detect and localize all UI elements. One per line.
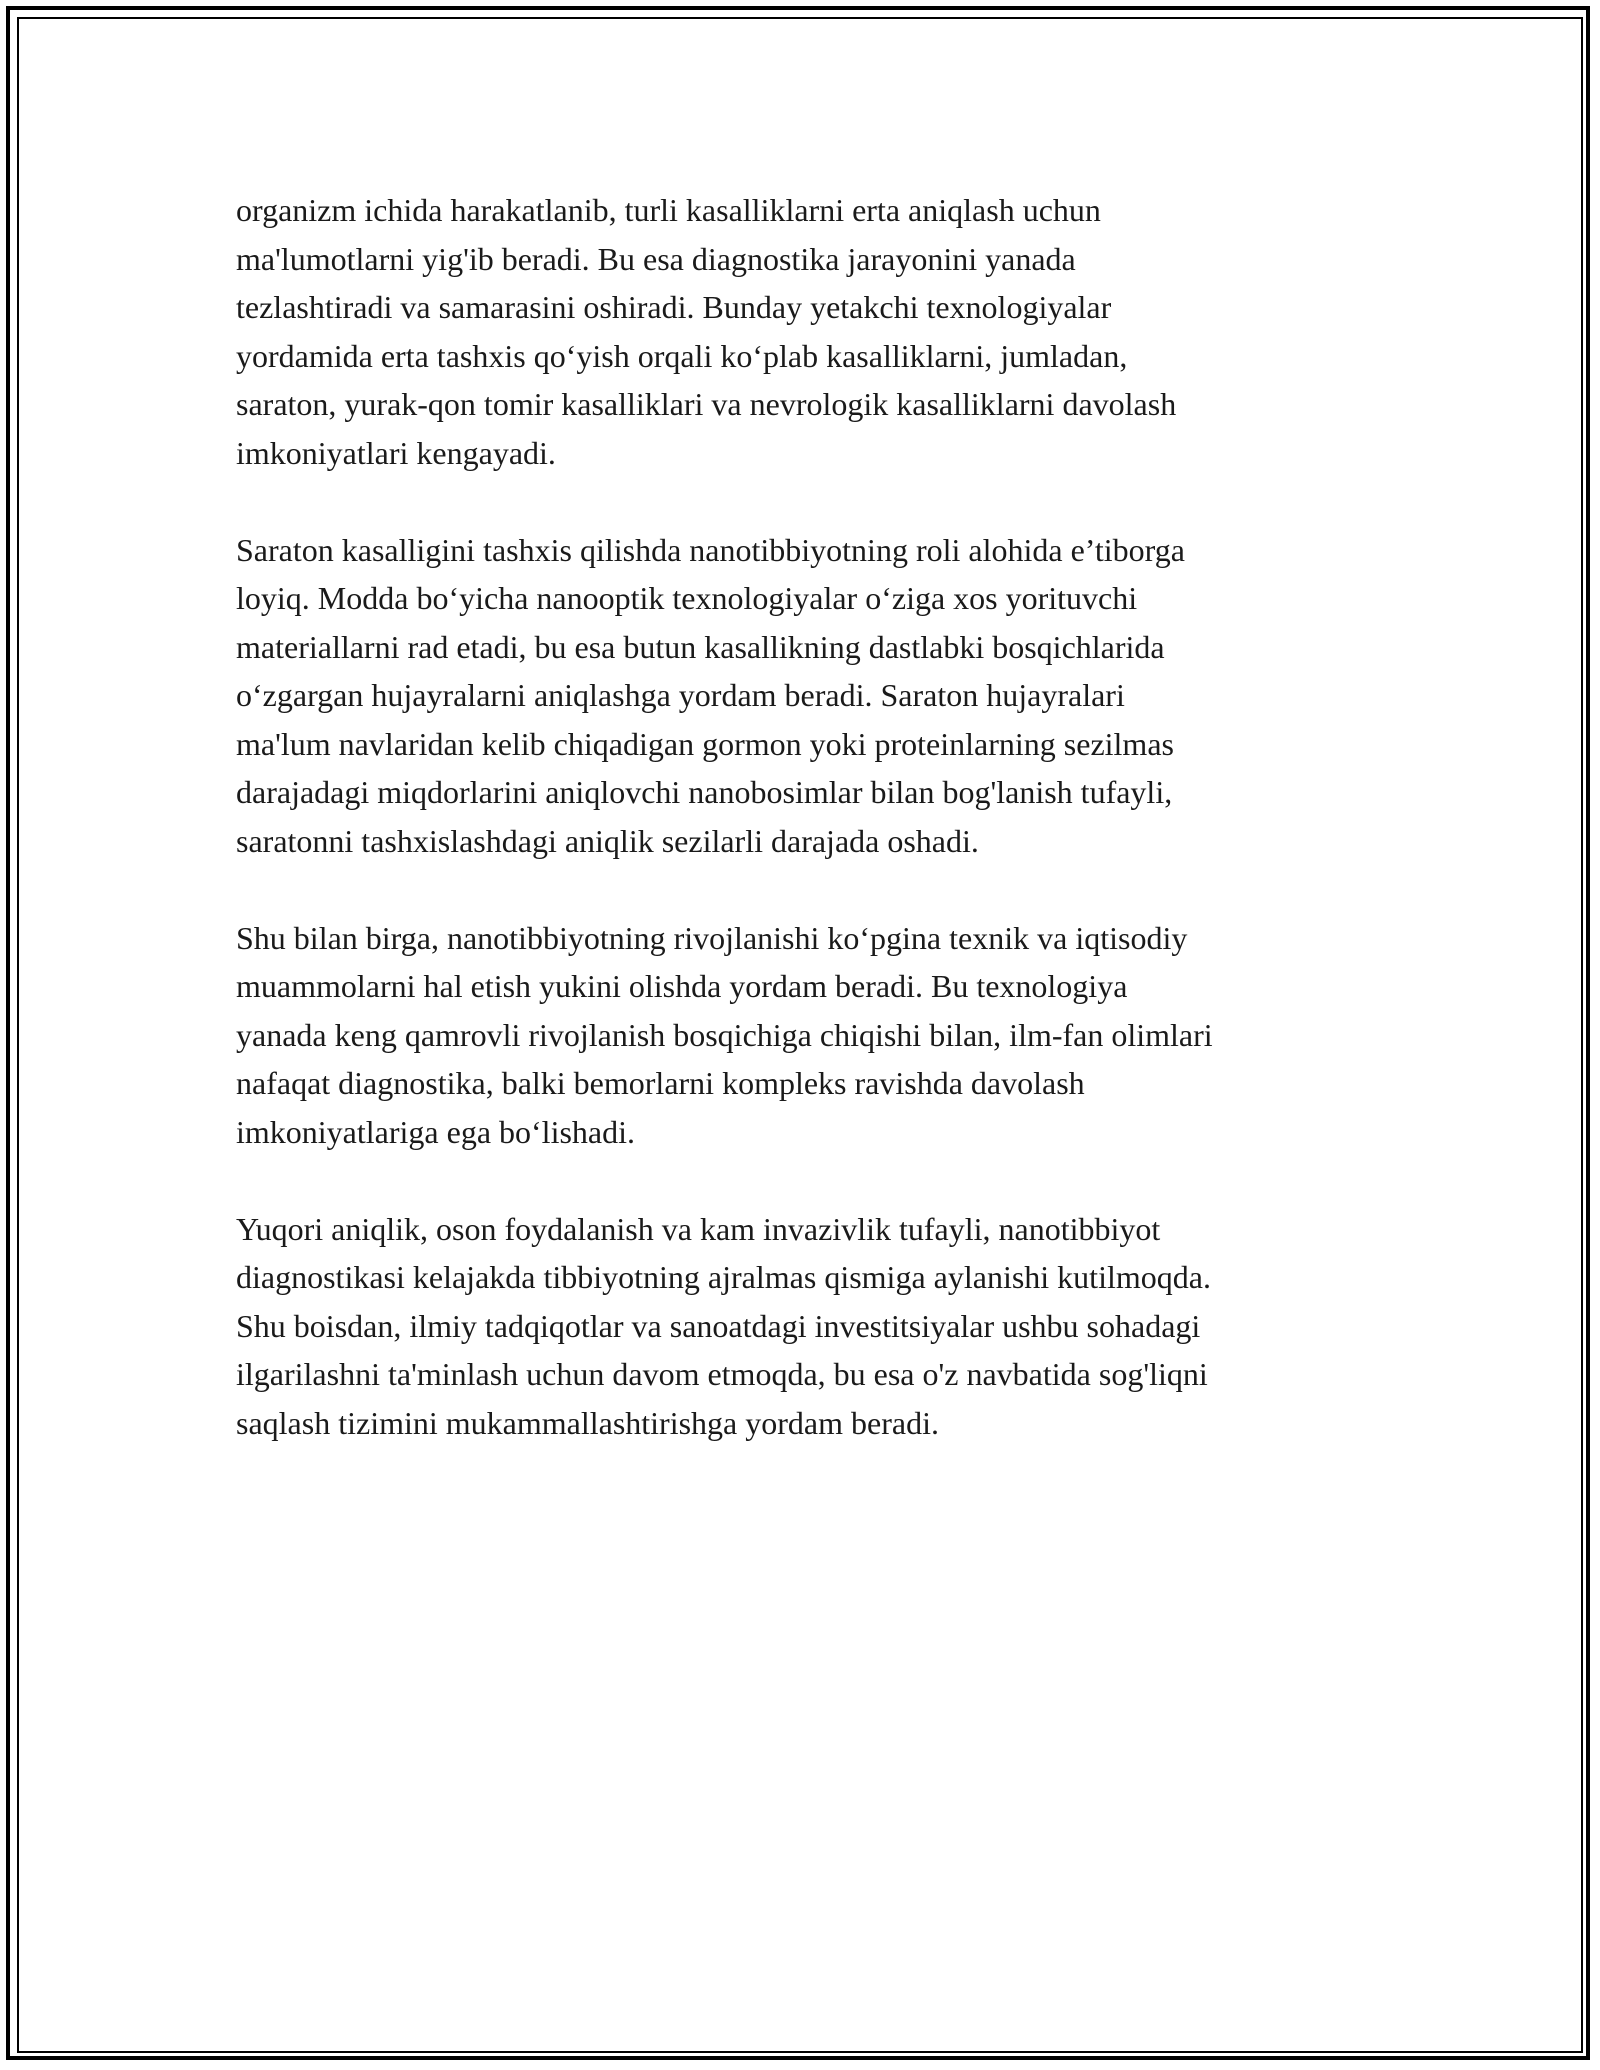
text-line: Yuqori aniqlik, oson foydalanish va kam invazivlik tufayli, nanotibbiyot — [236, 1210, 1161, 1247]
text-line: Saraton kasalligini tashxis qilishda nanotibbiyotning roli alohida e’tiborga — [236, 531, 1185, 568]
text-line: Shu boisdan, ilmiy tadqiqotlar va sanoatdagi investitsiyalar ushbu sohadagi — [236, 1307, 1201, 1344]
text-line: muammolarni hal etish yukini olishda yordam beradi. Bu texnologiya — [236, 968, 1128, 1004]
text-line: darajadagi miqdorlarini aniqlovchi nanobosimlar bilan bog'lanish tufayli, — [236, 774, 1173, 810]
text-line: yanada keng qamrovli rivojlanish bosqichiga chiqishi bilan, ilm-fan olimlari — [236, 1016, 1213, 1053]
text-line: o‘zgargan hujayralarni aniqlashga yordam beradi. Saraton hujayralari — [236, 677, 1125, 713]
text-line: yordamida erta tashxis qo‘yish orqali ko‘plab kasalliklarni, jumladan, — [236, 337, 1128, 374]
text-line: imkoniyatlari kengayadi. — [236, 434, 556, 471]
paragraph-2 — [236, 526, 1386, 866]
paragraph-1 — [236, 186, 1386, 477]
paragraph-4 — [236, 1205, 1386, 1448]
text-line: materiallarni rad etadi, bu esa butun kasallikning dastlabki bosqichlarida — [236, 628, 1165, 665]
text-line: tezlashtiradi va samarasini oshiradi. Bunday yetakchi texnologiyalar — [236, 289, 1112, 325]
text-line: saraton, yurak-qon tomir kasalliklari va nevrologik kasalliklarni davolash — [236, 386, 1177, 422]
text-line: Shu bilan birga, nanotibbiyotning rivojlanishi ko‘pgina texnik va iqtisodiy — [236, 919, 1188, 956]
text-line: organizm ichida harakatlanib, turli kasalliklarni erta aniqlash uchun — [236, 192, 1101, 228]
paragraph-3 — [236, 914, 1386, 1157]
text-line: imkoniyatlariga ega bo‘lishadi. — [236, 1113, 635, 1150]
text-line: loyiq. Modda bo‘yicha nanooptik texnologiyalar o‘ziga xos yorituvchi — [236, 580, 1138, 616]
text-line: nafaqat diagnostika, balki bemorlarni kompleks ravishda davolash — [236, 1065, 1085, 1101]
text-line: ilgarilashni ta'minlash uchun davom etmoqda, bu esa o'z navbatida sog'liqni — [236, 1356, 1208, 1392]
document-body — [236, 186, 1386, 1496]
text-line: ma'lum navlaridan kelib chiqadigan gormon yoki proteinlarning sezilmas — [236, 725, 1174, 762]
text-line: diagnostikasi kelajakda tibbiyotning ajralmas qismiga aylanishi kutilmoqda. — [236, 1259, 1211, 1295]
text-line: ma'lumotlarni yig'ib beradi. Bu esa diagnostika jarayonini yanada — [236, 240, 1076, 277]
text-line: saqlash tizimini mukammallashtirishga yordam beradi. — [236, 1404, 939, 1441]
text-line: saratonni tashxislashdagi aniqlik sezilarli darajada oshadi. — [236, 822, 979, 859]
